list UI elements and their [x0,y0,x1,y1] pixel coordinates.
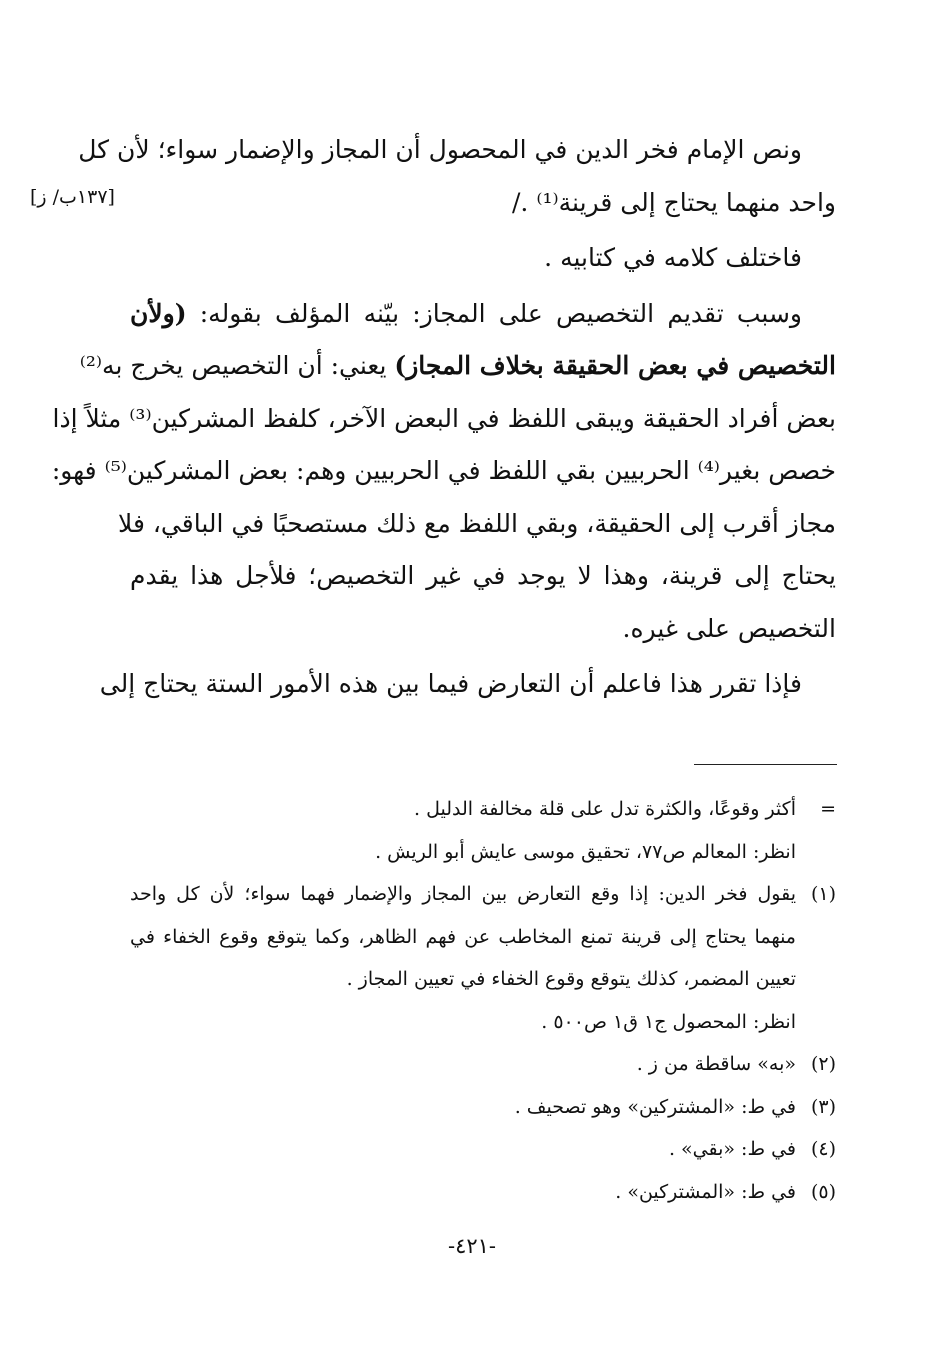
footnote-marker: (٣) [810,1095,836,1118]
footnote-text: أكثر وقوعًا، والكثرة تدل على قلة مخالفة الدليل . [414,798,796,820]
text-line [79,340,836,393]
footnote-line [130,916,836,959]
footnote-marker: (٢) [810,1053,836,1075]
footnote-marker: (٥) [810,1180,836,1203]
footnote-text: في ط: «المشتركين» وهو تصحيف . [514,1095,796,1118]
footnote-text: تعيين المضمر، كذلك يتوقع وقوع الخفاء في تعيين المجاز . [346,968,796,990]
footnote-text: انظر: المحصول ج١ ق١ ص٥٠٠ . [541,1010,796,1033]
footnote-text: في ط: «المشتركين» . [615,1180,796,1203]
bold-quote: التخصيص في بعض الحقيقة بخلاف المجاز) [394,351,836,380]
footnote-text: في ط: «بقي» . [668,1138,796,1160]
text-line: التخصيص على غيره. [622,613,836,643]
text-line: ونص الإمام فخر الدين في المحصول أن المجاز والإضمار سواء؛ لأن كل [78,135,802,164]
text-line: فإذا تقرر هذا فاعلم أن التعارض فيما بين هذه الأمور الستة يحتاج إلى [99,669,802,698]
text-line: فاختلف كلامه في كتابيه . [544,243,802,272]
footnotes [130,788,836,1213]
footnote-line [130,958,836,1001]
footnote-line [130,873,836,916]
text-line: خصص بغير⁽⁴⁾ الحربيين بقي اللفظ في الحربيين وهم: بعض المشركين⁽⁵⁾ فهو: [51,456,836,485]
bold-quote: (ولأن [130,298,187,328]
text-span: يعني: أن التخصيص يخرج به⁽²⁾ [79,351,395,380]
footnote-text: «به» ساقطة من ز . [636,1053,796,1075]
footnote-line [130,1001,836,1044]
footnote-line [130,1128,836,1171]
footnote-line [130,1171,836,1214]
manuscript-folio-marker: [١٣٧ب/ ز] [30,186,115,208]
footnote-text: انظر: المعالم ص٧٧، تحقيق موسى عايش أبو الريش . [375,840,796,863]
text-line: بعض أفراد الحقيقة ويبقى اللفظ في البعض الآخر، كلفظ المشركين⁽³⁾ مثلاً إذا [52,403,836,433]
footnote-line [130,1086,836,1129]
footnote-line [130,788,836,831]
footnote-text: منهما يحتاج إلى قرينة تمنع المخاطب عن فهم الظاهر، وكما يتوقع وقوع الخفاء في [130,925,796,948]
footnote-separator [694,764,837,765]
text-line [130,288,836,341]
footnote-marker: (١) [810,883,836,905]
text-span: وسبب تقديم التخصيص على المجاز: بيّنه المؤلف بقوله: [186,298,802,328]
text-line: يحتاج إلى قرينة، وهذا لا يوجد في غير التخصيص؛ فلأجل هذا يقدم [130,561,836,590]
text-line: مجاز أقرب إلى الحقيقة، وبقي اللفظ مع ذلك مستصحبًا في الباقي، فلا [118,508,836,538]
footnote-line [130,831,836,874]
page-number: -٤٢١- [447,1234,497,1258]
text-line: واحد منهما يحتاج إلى قرينة⁽¹⁾ ./ [512,187,836,217]
footnote-marker: (٤) [810,1138,836,1160]
footnote-marker: = [820,798,836,820]
footnote-text: يقول فخر الدين: إذا وقع التعارض بين المجاز والإضمار فهما سواء؛ لأن كل واحد [130,883,796,905]
footnote-line [130,1043,836,1086]
